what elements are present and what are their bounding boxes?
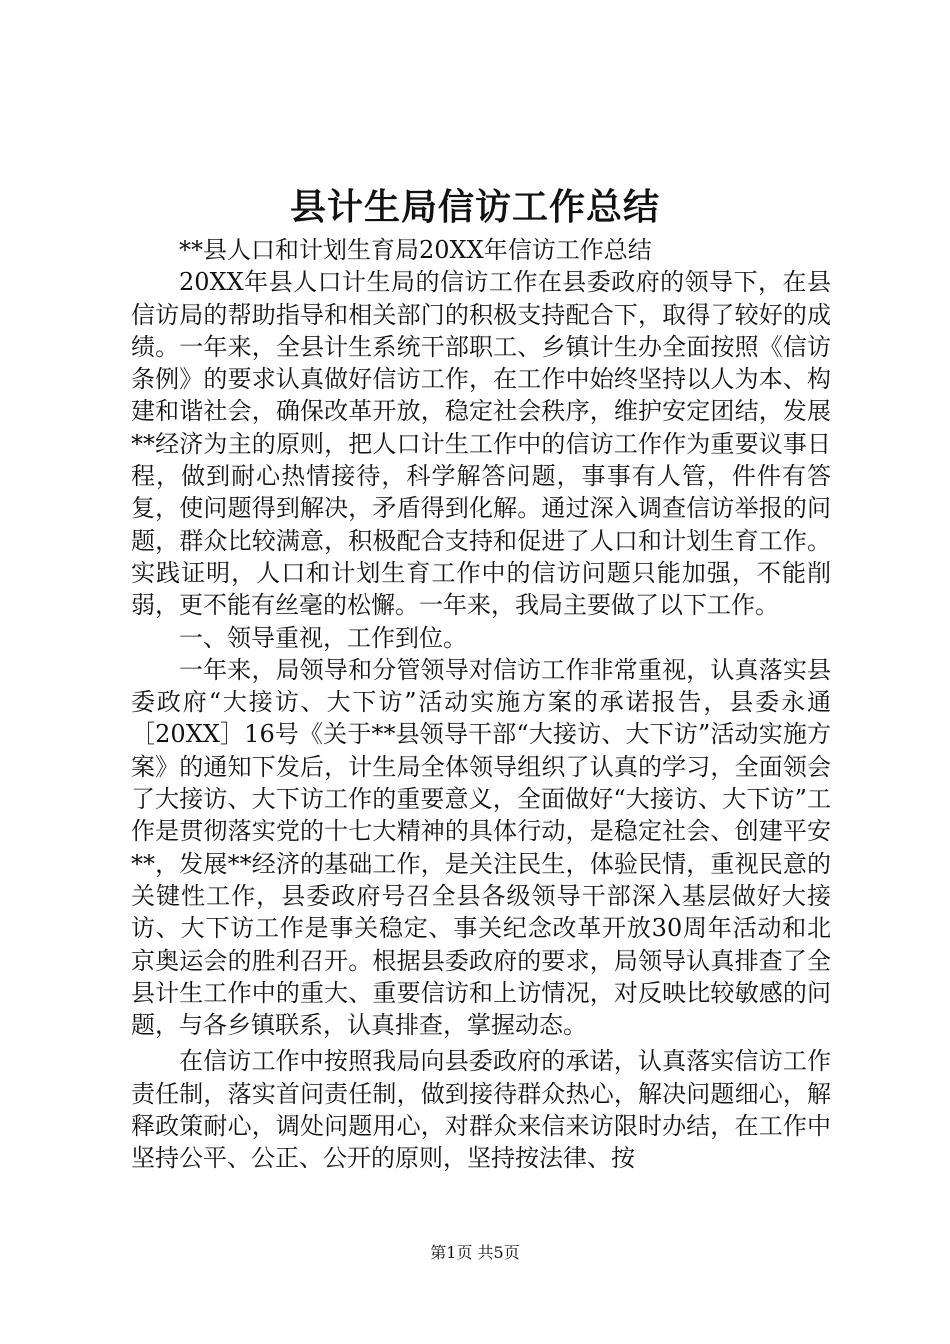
- document-title: 县计生局信访工作总结: [289, 187, 660, 228]
- section-heading-1: 一、领导重视，工作到位。: [179, 623, 467, 652]
- document-body: [131, 234, 831, 1175]
- document-subtitle: **县人口和计划生育局20XX年信访工作总结: [179, 236, 652, 264]
- page-number: 第1页 共5页: [430, 1243, 520, 1262]
- paragraph-intro: 20XX年县人口计生局的信访工作在县委政府的领导下，在县信访局的帮助指导和相关部门的积极支持配合下，取得了较好的成绩。一年来，全县计生系统干部职工、乡镇计生办全面按照《信访条例》的要求认真做好信访工作，在工作中始终坚持以人为本、构建和谐社会，确保改革开放，稳定社会秩序，维护安定团结，发展**经济为主的原则，把人口计生工作中的信访工作作为重要议事日程，做到耐心热情接待，科学解答问题，事事有人管，件件有答复，使问题得到解决，矛盾得到化解。通过深入调查信访举报的问题，群众比较满意，积极配合支持和促进了人口和计划生育工作。实践证明，人口和计划生育工作中的信访问题只能加强，不能削弱，更不能有丝毫的松懈。一年来，我局主要做了以下工作。: [131, 268, 831, 620]
- paragraph-responsibility: 在信访工作中按照我局向县委政府的承诺，认真落实信访工作责任制，落实首问责任制，做到接待群众热心，解决问题细心，解释政策耐心，调处问题用心，对群众来信来访限时办结，在工作中坚持公平、公正、公开的原则，坚持按法律、按: [131, 1047, 831, 1173]
- paragraph-leadership: 一年来，局领导和分管领导对信访工作非常重视，认真落实县委政府“大接访、大下访”活动实施方案的承诺报告，县委永通［20XX］16号《关于**县领导干部“大接访、大下访”活动实施方案》的通知下发后，计生局全体领导组织了认真的学习，全面领会了大接访、大下访工作的重要意义，全面做好“大接访、大下访”工作是贯彻落实党的十七大精神的具体行动，是稳定社会、创建平安**，发展**经济的基础工作，是关注民生，体验民情，重视民意的关键性工作，县委政府号召全县各级领导干部深入基层做好大接访、大下访工作是事关稳定、事关纪念改革开放30周年活动和北京奥运会的胜利召开。根据县委政府的要求，局领导认真排查了全县计生工作中的重大、重要信访和上访情况，对反映比较敏感的问题，与各乡镇联系，认真排查，掌握动态。: [131, 655, 831, 1040]
